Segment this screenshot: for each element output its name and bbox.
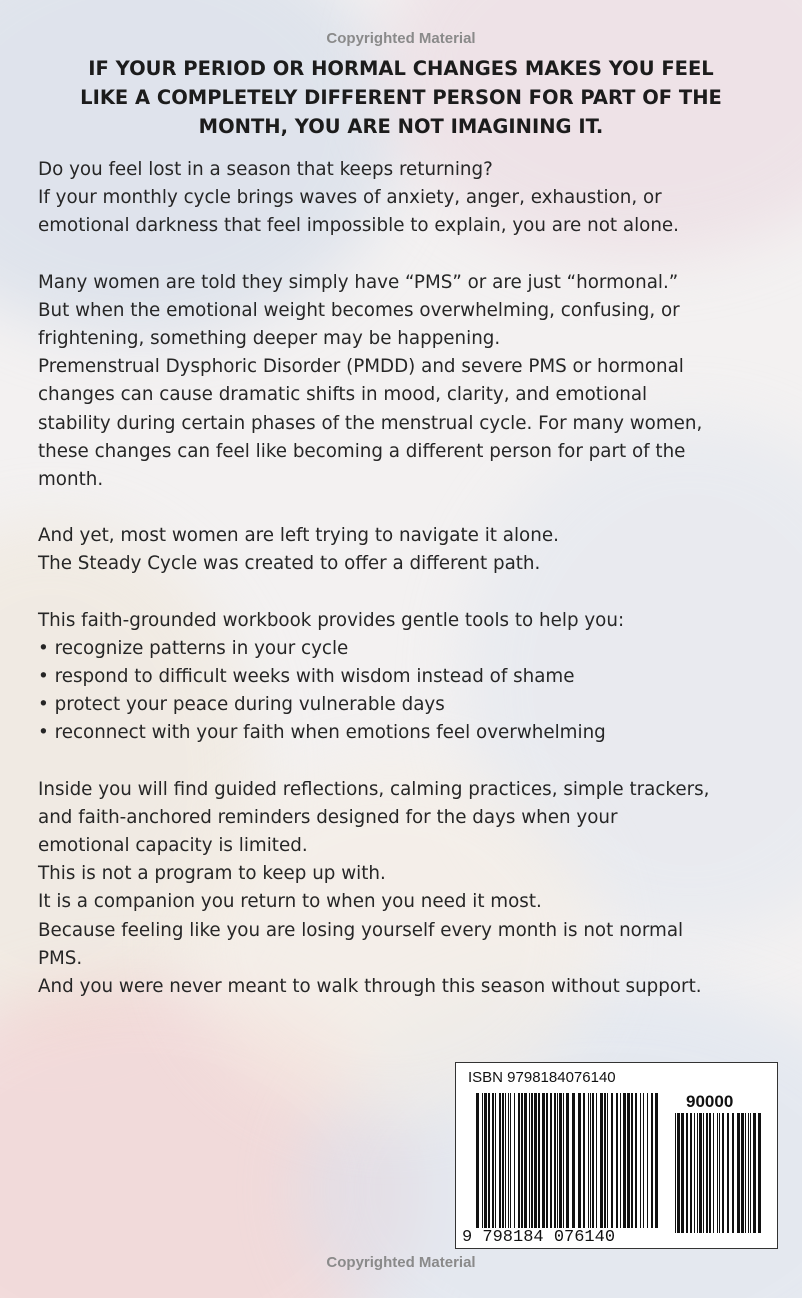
text-line: Do you feel lost in a season that keeps returning?	[38, 159, 493, 180]
barcode-bar	[484, 1093, 487, 1233]
text-line: PMS.	[38, 947, 83, 969]
text-line: stability during certain phases of the menstrual cycle. For many women,	[38, 412, 703, 434]
barcode-bar	[643, 1093, 644, 1233]
barcode-bar	[745, 1113, 746, 1233]
list-item: • reconnect with your faith when emotions feel overwhelming	[38, 719, 768, 747]
barcode-bar	[559, 1093, 562, 1233]
barcode-bar	[521, 1093, 523, 1233]
barcode-bar	[758, 1113, 761, 1233]
text-line: frightening, something deeper may be happening.	[38, 328, 501, 350]
barcode-bar	[732, 1113, 734, 1233]
barcode-bar	[713, 1113, 714, 1233]
text-line: Because feeling like you are losing yourself every month is not normal	[38, 919, 684, 941]
isbn-label: ISBN 9798184076140	[468, 1069, 616, 1086]
blurb	[38, 156, 768, 1029]
barcode-bar	[686, 1113, 688, 1233]
text-line: It is a companion you return to when you need it most.	[38, 891, 542, 913]
barcode-bar	[741, 1113, 744, 1233]
barcode-bar	[737, 1113, 740, 1233]
barcode-bar	[640, 1093, 641, 1233]
list-item: • respond to difficult weeks with wisdom instead of shame	[38, 663, 768, 691]
barcode-bar	[596, 1093, 597, 1233]
paragraph-closing	[38, 776, 768, 1002]
barcode-bar	[722, 1113, 724, 1233]
barcode-bar	[563, 1093, 564, 1233]
barcode-bar	[505, 1093, 506, 1233]
text-line: emotional darkness that feel impossible to explain, you are not alone.	[38, 215, 679, 237]
workbook-tools-list	[38, 607, 768, 748]
text-line: Premenstrual Dysphoric Disorder (PMDD) and severe PMS or hormonal	[38, 356, 684, 378]
barcode-bar	[476, 1093, 479, 1233]
text-line: This is not a program to keep up with.	[38, 863, 386, 885]
barcode-bar	[631, 1093, 633, 1233]
barcode-bar	[748, 1113, 749, 1233]
barcode-bar	[592, 1093, 594, 1233]
barcode-bar	[510, 1093, 511, 1233]
barcode-bar	[750, 1113, 751, 1233]
barcode-bar	[492, 1093, 494, 1233]
barcode-bar	[588, 1093, 589, 1233]
barcode-bar	[499, 1093, 501, 1233]
barcode-bar	[572, 1093, 575, 1233]
text-line: And yet, most women are left trying to navigate it alone.	[38, 525, 559, 547]
headline-line: LIKE A COMPLETELY DIFFERENT PERSON FOR PART OF THE	[80, 86, 722, 109]
barcode-bar	[623, 1093, 626, 1233]
barcode-bar	[518, 1093, 520, 1233]
text-line: emotional capacity is limited.	[38, 835, 308, 857]
barcode-digits: 9 798184 076140	[462, 1228, 667, 1248]
barcode-bar	[620, 1093, 621, 1233]
barcode-bar	[699, 1113, 702, 1233]
headline-line: IF YOUR PERIOD OR HORMAL CHANGES MAKES YOU FEEL	[88, 57, 714, 80]
barcode-bar	[550, 1093, 552, 1233]
barcode-bar	[557, 1093, 558, 1233]
headline	[40, 54, 762, 141]
text-line: changes can cause dramatic shifts in mood, clarity, and emotional	[38, 384, 648, 406]
barcode-bar	[690, 1113, 692, 1233]
barcode-bar	[482, 1093, 483, 1233]
barcode-bar	[542, 1093, 545, 1233]
barcode-bar	[546, 1093, 548, 1233]
barcode-bar	[706, 1113, 708, 1233]
barcode-bar	[554, 1093, 556, 1233]
barcode-bar	[655, 1093, 658, 1233]
headline-line: MONTH, YOU ARE NOT IMAGINING IT.	[198, 115, 604, 138]
barcode-bar	[703, 1113, 704, 1233]
paragraph-pmdd	[38, 269, 768, 495]
barcode-bar	[508, 1093, 509, 1233]
list-intro: This faith-grounded workbook provides gentle tools to help you:	[38, 609, 625, 631]
price-code: 90000	[686, 1092, 734, 1111]
barcode-bar	[488, 1093, 490, 1233]
barcode-bar	[727, 1113, 729, 1233]
barcode-bar	[719, 1113, 720, 1233]
text-line: Many women are told they simply have “PMS” or are just “hormonal.”	[38, 271, 679, 293]
text-line: these changes can feel like becoming a different person for part of the	[38, 440, 686, 462]
barcode-bar	[681, 1113, 684, 1233]
text-line: And you were never meant to walk through this season without support.	[38, 976, 702, 998]
text-line: If your monthly cycle brings waves of anxiety, anger, exhaustion, or	[38, 187, 662, 209]
list-item: • protect your peace during vulnerable days	[38, 691, 768, 719]
barcode-bar	[717, 1113, 718, 1233]
barcode-bar	[694, 1113, 695, 1233]
barcode-bar	[709, 1113, 711, 1233]
barcode-bar	[534, 1093, 537, 1233]
copyright-watermark-top: Copyrighted Material	[326, 30, 476, 47]
barcode-bar	[675, 1113, 676, 1233]
text-line: Inside you will find guided reflections, calming practices, simple trackers,	[38, 778, 710, 800]
text-line: and faith-anchored reminders designed for the days when your	[38, 806, 618, 828]
barcode-bar	[529, 1093, 530, 1233]
barcode-bar	[604, 1093, 606, 1233]
barcode-bar	[627, 1093, 630, 1233]
barcode-bar	[590, 1093, 591, 1233]
barcode-bar	[635, 1093, 637, 1233]
barcode-bar	[651, 1093, 653, 1233]
list-item: • recognize patterns in your cycle	[38, 635, 768, 663]
paragraph-path	[38, 522, 768, 578]
barcode-bar	[538, 1093, 540, 1233]
barcode-bar	[611, 1093, 613, 1233]
barcode-bar	[578, 1093, 581, 1233]
barcode-bar	[607, 1093, 608, 1233]
barcode-bar	[600, 1093, 603, 1233]
barcode-bar	[514, 1093, 515, 1233]
barcode-bar	[753, 1113, 756, 1233]
paragraph-intro	[38, 156, 768, 241]
barcode-bar	[502, 1093, 504, 1233]
text-line: month.	[38, 469, 104, 491]
barcode-bar	[531, 1093, 533, 1233]
isbn-barcode	[455, 1062, 778, 1249]
barcode-addon-bars	[675, 1113, 763, 1233]
barcode-bar	[697, 1113, 698, 1233]
barcode-bar	[566, 1093, 569, 1233]
copyright-watermark-bottom: Copyrighted Material	[326, 1254, 476, 1271]
barcode-bar	[524, 1093, 527, 1233]
barcode-bar	[583, 1093, 585, 1233]
barcode-bar	[495, 1093, 496, 1233]
barcode-bar	[647, 1093, 648, 1233]
barcode-bars	[476, 1093, 661, 1233]
barcode-bar	[677, 1113, 680, 1233]
barcode-bar	[616, 1093, 618, 1233]
text-line: The Steady Cycle was created to offer a different path.	[38, 553, 541, 575]
text-line: But when the emotional weight becomes overwhelming, confusing, or	[38, 299, 680, 321]
